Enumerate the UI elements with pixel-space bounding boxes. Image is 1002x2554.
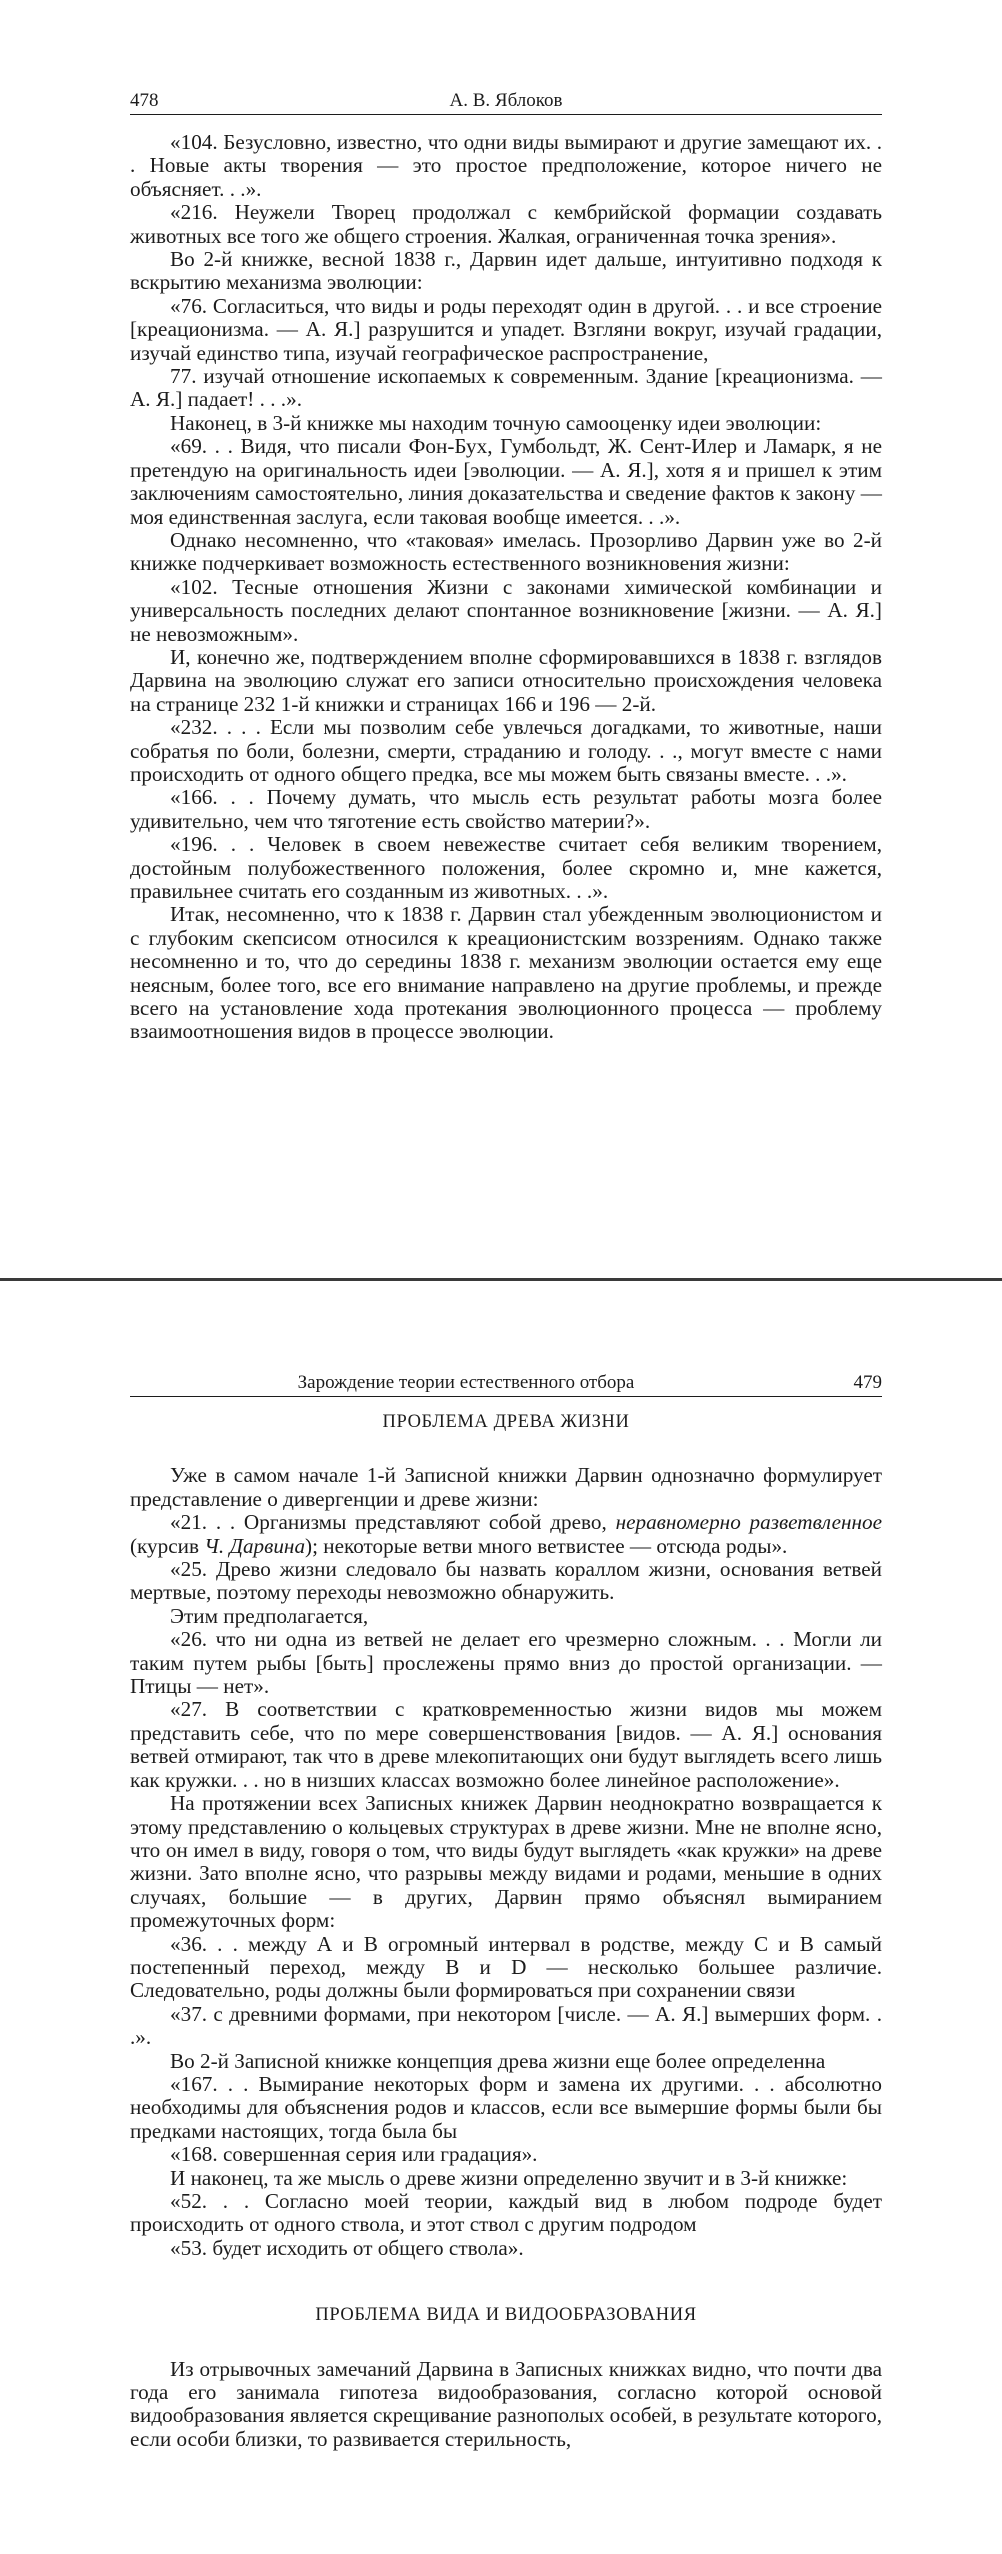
- page-number: 478: [130, 90, 159, 111]
- paragraph: «27. В соответствии с кратковременностью жизни видов мы можем представить себе, что по мере совершенствования [видов. — А. Я.] основания ветвей отмирают, так что в древе млекопитающих они будут выглядеть всего лишь как кружки. . . но в низших классах возможно более линейное расположение».: [130, 1697, 882, 1792]
- quote-text: (курсив: [130, 1533, 205, 1558]
- quote-text: «21. . . Организмы представляют собой древо,: [170, 1510, 616, 1535]
- paragraph: Этим предполагается,: [170, 1603, 369, 1628]
- running-header: [130, 1370, 882, 1397]
- paragraph: «102. Тесные отношения Жизни с законами химической комбинации и универсальность последних делают спонтанное возникновение [жизни. — А. Я.] не невозможным».: [130, 574, 882, 646]
- running-title: Зарождение теории естественного отбора: [297, 1372, 635, 1393]
- paragraph: «196. . . Человек в своем невежестве считает себя великим творением, достойным полубожественного положения, более скромно и, мне кажется, правильнее считать его созданным из животных. . .».: [130, 832, 882, 903]
- paragraph: «104. Безусловно, известно, что одни виды вымирают и другие замещают их. . . Новые акты творения — это простое предположение, которое ничего не объясняет. . .».: [130, 130, 882, 201]
- paragraph: Из отрывочных замечаний Дарвина в Записных книжках видно, что почти два года его занимала гипотеза видообразования, согласно которой основой видообразования является скрещивание разнополых особей, в результате которого, если особи близки, то развивается стерильность,: [130, 2356, 882, 2451]
- paragraph: «37. с древними формами, при некотором [числе. — А. Я.] вымерших форм. . .».: [130, 2001, 882, 2050]
- running-title: А. В. Яблоков: [449, 90, 563, 111]
- page-479: [0, 1278, 1002, 2554]
- paragraph: «69. . . Видя, что писали Фон-Бух, Гумбольдт, Ж. Сент-Илер и Ламарк, я не претендую на оригинальность идеи [эволюции. — А. Я.], хотя я и пришел к этим заключениям самостоятельно, линия доказательства и сведение фактов к закону — моя единственная заслуга, если таковая вообще имеется. . .».: [130, 434, 882, 529]
- page-body: [130, 1464, 882, 2260]
- paragraph: «52. . . Согласно моей теории, каждый вид в любом подроде будет происходить от одного ствола, и этот ствол с другим подродом: [130, 2189, 882, 2237]
- paragraph: Однако несомненно, что «таковая» имелась. Прозорливо Дарвин уже во 2-й книжке подчеркивает возможность естественного возникновения жизни:: [130, 527, 882, 576]
- paragraph: Наконец, в 3-й книжке мы находим точную самооценку идеи эволюции:: [170, 410, 822, 435]
- section-heading: ПРОБЛЕМА ВИДА И ВИДООБРАЗОВАНИЯ: [315, 2305, 697, 2326]
- italic-text: неравномерно разветвленное: [615, 1510, 882, 1535]
- paragraph: «167. . . Вымирание некоторых форм и замена их другими. . . абсолютно необходимы для объяснения родов и классов, если все вымершие формы были бы предками настоящих, тогда была бы: [130, 2071, 882, 2143]
- paragraph: «232. . . . Если мы позволим себе увлечься догадками, то животные, наши собратья по боли, болезни, смерти, страданию и голоду. . ., могут вместе с нами происходить от одного общего предка, все мы можем быть связаны вместе. . .».: [130, 715, 882, 786]
- paragraph: «25. Древо жизни следовало бы назвать кораллом жизни, основания ветвей мертвые, поэтому переходы невозможно обнаружить.: [130, 1557, 882, 1605]
- paragraph: Во 2-й книжке, весной 1838 г., Дарвин идет дальше, интуитивно подходя к вскрытию механизма эволюции:: [130, 247, 882, 295]
- page-body: [130, 2358, 882, 2452]
- paragraph: «216. Неужели Творец продолжал с кембрийской формации создавать животных все того же общего строения. Жалкая, ограниченная точка зрения».: [130, 200, 882, 248]
- page-body: [130, 131, 882, 1044]
- paragraph: На протяжении всех Записных книжек Дарвин неоднократно возвращается к этому представлению о кольцевых структурах в древе жизни. Мне не вполне ясно, что он имел в виду, говоря о том, что виды будут выглядеть «как кружки» на древе жизни. Зато вполне ясно, что разрывы между видами и родами, меньшие в одних случаях, большие — в других, Дарвин прямо объяснял вымиранием промежуточных форм:: [130, 1791, 882, 1933]
- paragraph: И, конечно же, подтверждением вполне сформировавшихся в 1838 г. взглядов Дарвина на эволюцию служат его записи относительно происхождения человека на странице 232 1-й книжки и страницах 166 и 196 — 2-й.: [130, 644, 882, 716]
- paragraph: «53. будет исходить от общего ствола».: [170, 2235, 524, 2260]
- paragraph: И наконец, та же мысль о древе жизни определенно звучит и в 3-й книжке:: [170, 2165, 848, 2190]
- paragraph: «36. . . между А и В огромный интервал в родстве, между С и В самый постепенный переход, между В и D — несколько большее различие. Следовательно, роды должны были формироваться при сохранении связи: [130, 1931, 882, 2003]
- paragraph: Во 2-й Записной книжке концепция древа жизни еще более определенна: [170, 2048, 826, 2073]
- paragraph: «168. совершенная серия или градация».: [170, 2142, 538, 2167]
- section-heading: ПРОБЛЕМА ДРЕВА ЖИЗНИ: [382, 1412, 630, 1432]
- page-number: 479: [853, 1372, 882, 1393]
- running-header: [130, 88, 882, 115]
- paragraph: «76. Согласиться, что виды и роды переходят один в другой. . . и все строение [креационизма. — А. Я.] разрушится и упадет. Взгляни вокруг, изучай градации, изучай единство типа, изучай географическое распространение,: [130, 293, 882, 365]
- italic-text: Ч. Дарвина: [204, 1533, 306, 1558]
- paragraph: Итак, несомненно, что к 1838 г. Дарвин стал убежденным эволюционистом и с глубоким скепсисом относился к креационистским воззрениям. Однако также несомненно и то, что до середины 1838 г. механизм эволюции остается ему еще неясным, более того, все его внимание направлено на другие проблемы, и прежде всего на установление хода протекания эволюционного процесса — проблему взаимоотношения видов в процессе эволюции.: [130, 902, 882, 1044]
- paragraph: «166. . . Почему думать, что мысль есть результат работы мозга более удивительно, чем что тяготение есть свойство материи?».: [130, 785, 882, 833]
- paragraph-quote-21: [130, 1511, 882, 1558]
- paragraph: «26. что ни одна из ветвей не делает его чрезмерно сложным. . . Могли ли таким путем рыбы [быть] прослежены прямо вниз до простой организации. — Птицы — нет».: [130, 1627, 882, 1699]
- paragraph: Уже в самом начале 1-й Записной книжки Дарвин однозначно формулирует представление о дивергенции и древе жизни:: [130, 1463, 882, 1511]
- paragraph: 77. изучай отношение ископаемых к современным. Здание [креационизма. — А. Я.] падает! . . .».: [130, 364, 882, 412]
- quote-text: ); некоторые ветви много ветвистее — отсюда роды».: [305, 1533, 788, 1558]
